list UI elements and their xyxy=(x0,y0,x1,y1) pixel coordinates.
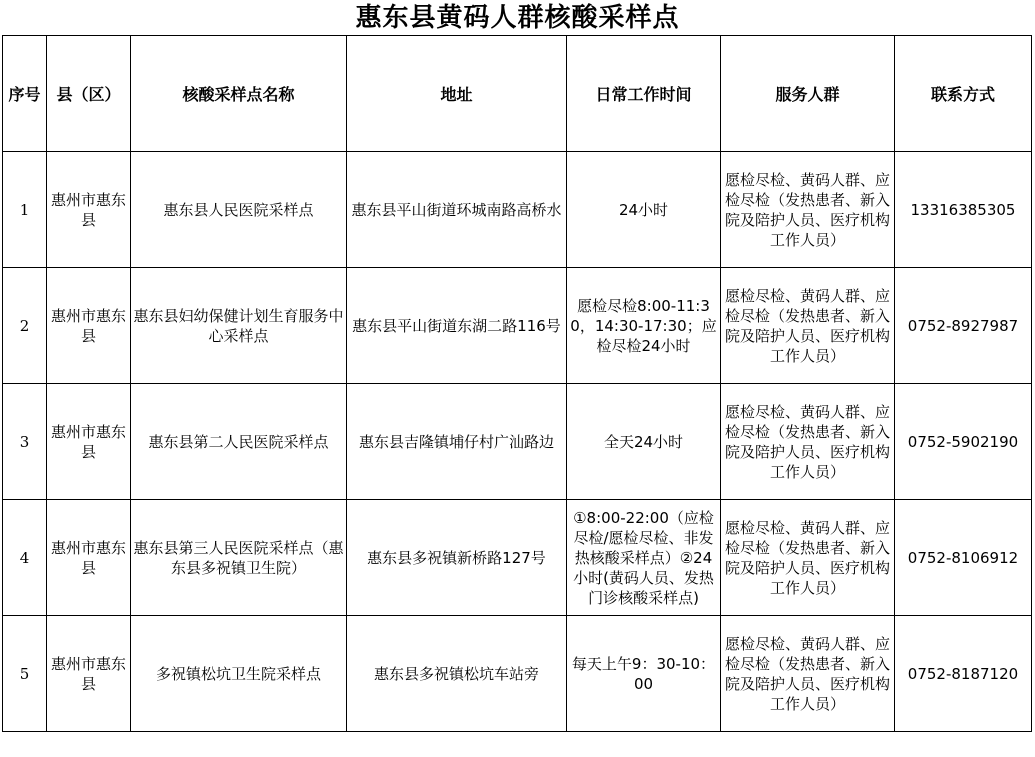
sampling-sites-table xyxy=(2,35,1032,732)
header-address: 地址 xyxy=(347,36,567,152)
cell-address: 惠东县平山街道东湖二路116号 xyxy=(347,268,567,384)
cell-hours: 全天24小时 xyxy=(567,384,721,500)
cell-address: 惠东县多祝镇新桥路127号 xyxy=(347,500,567,616)
cell-contact: 0752-8927987 xyxy=(895,268,1032,384)
header-county: 县（区） xyxy=(47,36,131,152)
cell-county: 惠州市惠东县 xyxy=(47,268,131,384)
cell-hours: 愿检尽检8:00-11:30，14:30-17:30；应检尽检24小时 xyxy=(567,268,721,384)
cell-county: 惠州市惠东县 xyxy=(47,384,131,500)
table-row xyxy=(3,616,1032,732)
cell-hours: 每天上午9：30-10：00 xyxy=(567,616,721,732)
cell-contact: 0752-5902190 xyxy=(895,384,1032,500)
cell-service: 愿检尽检、黄码人群、应检尽检（发热患者、新入院及陪护人员、医疗机构工作人员） xyxy=(721,500,895,616)
table-row xyxy=(3,268,1032,384)
cell-site-name: 惠东县人民医院采样点 xyxy=(131,152,347,268)
cell-hours: 24小时 xyxy=(567,152,721,268)
cell-contact: 13316385305 xyxy=(895,152,1032,268)
cell-county: 惠州市惠东县 xyxy=(47,616,131,732)
cell-county: 惠州市惠东县 xyxy=(47,152,131,268)
cell-service: 愿检尽检、黄码人群、应检尽检（发热患者、新入院及陪护人员、医疗机构工作人员） xyxy=(721,616,895,732)
header-site-name: 核酸采样点名称 xyxy=(131,36,347,152)
cell-address: 惠东县平山街道环城南路高桥水 xyxy=(347,152,567,268)
header-seq: 序号 xyxy=(3,36,47,152)
cell-contact: 0752-8187120 xyxy=(895,616,1032,732)
header-row xyxy=(3,36,1032,152)
cell-address: 惠东县多祝镇松坑车站旁 xyxy=(347,616,567,732)
cell-site-name: 惠东县第三人民医院采样点（惠东县多祝镇卫生院） xyxy=(131,500,347,616)
cell-hours: ①8:00-22:00（应检尽检/愿检尽检、非发热核酸采样点）②24小时(黄码人员、发热门诊核酸采样点) xyxy=(567,500,721,616)
table-row xyxy=(3,384,1032,500)
header-service: 服务人群 xyxy=(721,36,895,152)
cell-site-name: 多祝镇松坑卫生院采样点 xyxy=(131,616,347,732)
cell-seq: 4 xyxy=(3,500,47,616)
cell-contact: 0752-8106912 xyxy=(895,500,1032,616)
table-row xyxy=(3,152,1032,268)
cell-service: 愿检尽检、黄码人群、应检尽检（发热患者、新入院及陪护人员、医疗机构工作人员） xyxy=(721,152,895,268)
cell-seq: 5 xyxy=(3,616,47,732)
cell-county: 惠州市惠东县 xyxy=(47,500,131,616)
cell-seq: 2 xyxy=(3,268,47,384)
cell-site-name: 惠东县第二人民医院采样点 xyxy=(131,384,347,500)
page-title: 惠东县黄码人群核酸采样点 xyxy=(355,3,680,33)
cell-address: 惠东县吉隆镇埔仔村广汕路边 xyxy=(347,384,567,500)
cell-service: 愿检尽检、黄码人群、应检尽检（发热患者、新入院及陪护人员、医疗机构工作人员） xyxy=(721,268,895,384)
cell-service: 愿检尽检、黄码人群、应检尽检（发热患者、新入院及陪护人员、医疗机构工作人员） xyxy=(721,384,895,500)
header-contact: 联系方式 xyxy=(895,36,1032,152)
cell-seq: 1 xyxy=(3,152,47,268)
cell-site-name: 惠东县妇幼保健计划生育服务中心采样点 xyxy=(131,268,347,384)
cell-seq: 3 xyxy=(3,384,47,500)
table-row xyxy=(3,500,1032,616)
header-hours: 日常工作时间 xyxy=(567,36,721,152)
